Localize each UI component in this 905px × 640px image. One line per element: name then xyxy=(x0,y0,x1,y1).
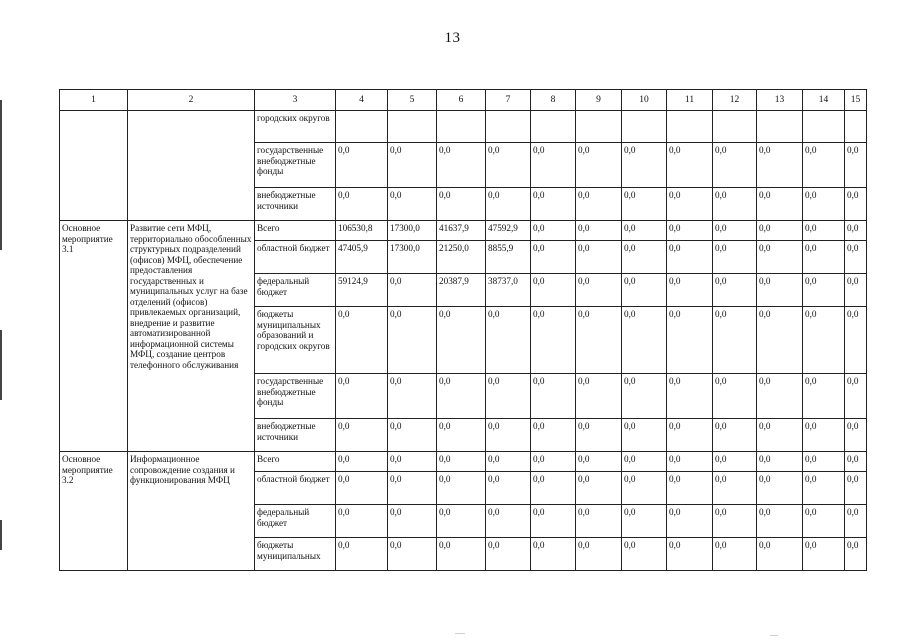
amount-cell: 0,0 xyxy=(757,374,803,419)
amount-cell xyxy=(713,111,757,143)
amount-cell: 0,0 xyxy=(845,241,867,274)
amount-cell: 0,0 xyxy=(336,472,388,505)
amount-cell: 0,0 xyxy=(845,143,867,188)
amount-cell: 0,0 xyxy=(803,307,845,374)
amount-cell xyxy=(531,111,576,143)
amount-cell: 0,0 xyxy=(576,221,622,241)
amount-cell: 0,0 xyxy=(667,274,713,307)
amount-cell: 17300,0 xyxy=(388,221,437,241)
amount-cell: 0,0 xyxy=(757,274,803,307)
funding-source-cell: федеральный бюджет xyxy=(255,505,336,538)
scan-artifact-line xyxy=(455,633,465,634)
amount-cell: 0,0 xyxy=(388,419,437,452)
amount-cell: 0,0 xyxy=(845,472,867,505)
amount-cell: 0,0 xyxy=(845,538,867,571)
amount-cell: 47592,9 xyxy=(486,221,531,241)
column-number-cell: 10 xyxy=(622,90,667,111)
funding-source-cell: внебюджетные источники xyxy=(255,419,336,452)
amount-cell: 20387,9 xyxy=(437,274,486,307)
amount-cell: 0,0 xyxy=(713,374,757,419)
amount-cell: 0,0 xyxy=(757,452,803,472)
amount-cell: 0,0 xyxy=(757,538,803,571)
scan-edge-mark xyxy=(0,100,2,250)
amount-cell: 59124,9 xyxy=(336,274,388,307)
amount-cell: 0,0 xyxy=(803,143,845,188)
amount-cell: 0,0 xyxy=(667,188,713,221)
amount-cell: 0,0 xyxy=(713,274,757,307)
amount-cell: 0,0 xyxy=(757,188,803,221)
amount-cell xyxy=(336,111,388,143)
amount-cell: 0,0 xyxy=(576,274,622,307)
amount-cell: 0,0 xyxy=(803,419,845,452)
funding-source-cell: Всего xyxy=(255,452,336,472)
amount-cell: 0,0 xyxy=(531,307,576,374)
amount-cell: 0,0 xyxy=(803,538,845,571)
amount-cell: 0,0 xyxy=(803,221,845,241)
measure-description-cell xyxy=(128,111,255,221)
amount-cell: 0,0 xyxy=(437,143,486,188)
amount-cell: 0,0 xyxy=(803,472,845,505)
amount-cell: 0,0 xyxy=(576,143,622,188)
column-number-cell: 8 xyxy=(531,90,576,111)
amount-cell: 0,0 xyxy=(757,472,803,505)
funding-source-cell: внебюджетные источники xyxy=(255,188,336,221)
amount-cell: 41637,9 xyxy=(437,221,486,241)
amount-cell: 0,0 xyxy=(437,538,486,571)
amount-cell: 8855,9 xyxy=(486,241,531,274)
amount-cell: 0,0 xyxy=(713,307,757,374)
amount-cell: 0,0 xyxy=(336,143,388,188)
measure-cell: Основное мероприятие 3.2 xyxy=(60,452,128,571)
amount-cell: 0,0 xyxy=(576,419,622,452)
funding-source-cell: городских округов xyxy=(255,111,336,143)
amount-cell: 0,0 xyxy=(576,307,622,374)
amount-cell: 0,0 xyxy=(667,538,713,571)
amount-cell xyxy=(845,111,867,143)
amount-cell: 0,0 xyxy=(486,143,531,188)
amount-cell: 0,0 xyxy=(531,538,576,571)
amount-cell: 0,0 xyxy=(622,419,667,452)
amount-cell: 0,0 xyxy=(845,419,867,452)
amount-cell: 0,0 xyxy=(622,538,667,571)
table-row xyxy=(60,452,867,472)
amount-cell: 0,0 xyxy=(486,419,531,452)
header-row xyxy=(60,90,867,111)
amount-cell: 0,0 xyxy=(622,188,667,221)
amount-cell: 0,0 xyxy=(667,241,713,274)
amount-cell: 0,0 xyxy=(713,241,757,274)
amount-cell: 0,0 xyxy=(486,307,531,374)
amount-cell: 0,0 xyxy=(388,538,437,571)
amount-cell: 17300,0 xyxy=(388,241,437,274)
amount-cell: 0,0 xyxy=(803,374,845,419)
amount-cell: 0,0 xyxy=(486,188,531,221)
measure-description-cell: Развитие сети МФЦ, территориально обособленных структурных подразделений (офисов) МФЦ, обеспечение предоставления государственных и муниципальных услуг на базе отделений (офисов) привлекаемых организаций, внедрение и развитие автоматизированной информационной системы МФЦ, создание центров телефонного обслуживания xyxy=(128,221,255,452)
amount-cell: 0,0 xyxy=(803,505,845,538)
column-number-cell: 9 xyxy=(576,90,622,111)
amount-cell: 0,0 xyxy=(622,143,667,188)
amount-cell xyxy=(757,111,803,143)
amount-cell: 0,0 xyxy=(757,241,803,274)
column-number-cell: 5 xyxy=(388,90,437,111)
amount-cell xyxy=(622,111,667,143)
page-number: 13 xyxy=(444,30,461,46)
measure-cell xyxy=(60,111,128,221)
amount-cell: 0,0 xyxy=(486,505,531,538)
table-row xyxy=(60,221,867,241)
amount-cell: 0,0 xyxy=(388,143,437,188)
amount-cell: 0,0 xyxy=(622,241,667,274)
measure-cell: Основное мероприятие 3.1 xyxy=(60,221,128,452)
amount-cell: 0,0 xyxy=(803,274,845,307)
amount-cell: 0,0 xyxy=(622,505,667,538)
amount-cell xyxy=(486,111,531,143)
amount-cell: 0,0 xyxy=(667,221,713,241)
amount-cell xyxy=(388,111,437,143)
amount-cell: 0,0 xyxy=(713,188,757,221)
amount-cell: 0,0 xyxy=(336,419,388,452)
column-number-cell: 3 xyxy=(255,90,336,111)
amount-cell: 0,0 xyxy=(437,374,486,419)
amount-cell: 0,0 xyxy=(531,188,576,221)
column-number-cell: 11 xyxy=(667,90,713,111)
amount-cell: 0,0 xyxy=(576,538,622,571)
funding-source-cell: областной бюджет xyxy=(255,472,336,505)
amount-cell: 0,0 xyxy=(576,472,622,505)
amount-cell: 106530,8 xyxy=(336,221,388,241)
amount-cell: 0,0 xyxy=(388,188,437,221)
amount-cell: 0,0 xyxy=(531,143,576,188)
amount-cell: 0,0 xyxy=(531,505,576,538)
funding-source-cell: федеральный бюджет xyxy=(255,274,336,307)
amount-cell: 0,0 xyxy=(388,472,437,505)
column-number-cell: 2 xyxy=(128,90,255,111)
amount-cell: 0,0 xyxy=(437,505,486,538)
amount-cell: 0,0 xyxy=(486,472,531,505)
amount-cell: 0,0 xyxy=(622,307,667,374)
amount-cell: 0,0 xyxy=(486,374,531,419)
amount-cell: 0,0 xyxy=(757,419,803,452)
amount-cell: 0,0 xyxy=(486,452,531,472)
amount-cell: 0,0 xyxy=(845,274,867,307)
funding-source-cell: Всего xyxy=(255,221,336,241)
amount-cell: 0,0 xyxy=(803,188,845,221)
amount-cell xyxy=(803,111,845,143)
measure-description-cell: Информационное сопровождение создания и функционирования МФЦ xyxy=(128,452,255,571)
amount-cell: 0,0 xyxy=(713,538,757,571)
amount-cell: 0,0 xyxy=(845,188,867,221)
amount-cell: 0,0 xyxy=(437,452,486,472)
amount-cell: 0,0 xyxy=(336,452,388,472)
column-number-cell: 6 xyxy=(437,90,486,111)
amount-cell: 0,0 xyxy=(622,221,667,241)
amount-cell: 47405,9 xyxy=(336,241,388,274)
amount-cell: 0,0 xyxy=(437,307,486,374)
funding-source-cell: областной бюджет xyxy=(255,241,336,274)
amount-cell: 0,0 xyxy=(667,143,713,188)
funding-source-cell: государственные внебюджетные фонды xyxy=(255,143,336,188)
amount-cell: 0,0 xyxy=(757,221,803,241)
amount-cell: 0,0 xyxy=(388,374,437,419)
amount-cell: 0,0 xyxy=(667,374,713,419)
column-number-cell: 1 xyxy=(60,90,128,111)
amount-cell: 0,0 xyxy=(388,505,437,538)
scan-edge-mark xyxy=(0,520,2,550)
amount-cell: 0,0 xyxy=(437,419,486,452)
amount-cell: 0,0 xyxy=(531,472,576,505)
amount-cell: 0,0 xyxy=(437,472,486,505)
amount-cell: 0,0 xyxy=(667,472,713,505)
amount-cell: 0,0 xyxy=(713,472,757,505)
column-number-cell: 15 xyxy=(845,90,867,111)
amount-cell: 0,0 xyxy=(336,538,388,571)
amount-cell xyxy=(437,111,486,143)
amount-cell: 0,0 xyxy=(845,221,867,241)
amount-cell: 0,0 xyxy=(845,374,867,419)
column-number-cell: 13 xyxy=(757,90,803,111)
amount-cell: 0,0 xyxy=(531,274,576,307)
amount-cell: 0,0 xyxy=(713,419,757,452)
amount-cell: 0,0 xyxy=(531,241,576,274)
amount-cell: 38737,0 xyxy=(486,274,531,307)
column-number-cell: 7 xyxy=(486,90,531,111)
amount-cell: 0,0 xyxy=(845,505,867,538)
amount-cell: 0,0 xyxy=(757,505,803,538)
column-number-cell: 14 xyxy=(803,90,845,111)
amount-cell: 0,0 xyxy=(576,505,622,538)
amount-cell: 0,0 xyxy=(622,472,667,505)
amount-cell: 0,0 xyxy=(622,374,667,419)
amount-cell: 0,0 xyxy=(388,274,437,307)
amount-cell: 21250,0 xyxy=(437,241,486,274)
amount-cell: 0,0 xyxy=(757,143,803,188)
amount-cell: 0,0 xyxy=(336,505,388,538)
amount-cell: 0,0 xyxy=(713,452,757,472)
amount-cell: 0,0 xyxy=(576,452,622,472)
amount-cell: 0,0 xyxy=(336,307,388,374)
funding-source-cell: бюджеты муниципальных образований и городских округов xyxy=(255,307,336,374)
table-row xyxy=(60,111,867,143)
amount-cell: 0,0 xyxy=(576,188,622,221)
amount-cell: 0,0 xyxy=(437,188,486,221)
amount-cell: 0,0 xyxy=(576,374,622,419)
funding-source-cell: бюджеты муниципальных xyxy=(255,538,336,571)
amount-cell: 0,0 xyxy=(713,505,757,538)
amount-cell: 0,0 xyxy=(757,307,803,374)
amount-cell: 0,0 xyxy=(803,241,845,274)
column-number-cell: 12 xyxy=(713,90,757,111)
budget-table xyxy=(59,89,867,571)
amount-cell xyxy=(667,111,713,143)
amount-cell: 0,0 xyxy=(667,452,713,472)
amount-cell: 0,0 xyxy=(845,307,867,374)
column-number-cell: 4 xyxy=(336,90,388,111)
amount-cell: 0,0 xyxy=(576,241,622,274)
amount-cell: 0,0 xyxy=(531,221,576,241)
funding-source-cell: государственные внебюджетные фонды xyxy=(255,374,336,419)
amount-cell: 0,0 xyxy=(667,307,713,374)
scan-edge-mark xyxy=(0,330,2,400)
amount-cell: 0,0 xyxy=(388,452,437,472)
amount-cell: 0,0 xyxy=(803,452,845,472)
amount-cell: 0,0 xyxy=(531,419,576,452)
amount-cell: 0,0 xyxy=(531,452,576,472)
amount-cell: 0,0 xyxy=(713,221,757,241)
amount-cell: 0,0 xyxy=(713,143,757,188)
amount-cell: 0,0 xyxy=(622,274,667,307)
amount-cell: 0,0 xyxy=(667,419,713,452)
amount-cell: 0,0 xyxy=(336,188,388,221)
amount-cell: 0,0 xyxy=(845,452,867,472)
amount-cell: 0,0 xyxy=(667,505,713,538)
amount-cell: 0,0 xyxy=(531,374,576,419)
amount-cell: 0,0 xyxy=(486,538,531,571)
amount-cell xyxy=(576,111,622,143)
amount-cell: 0,0 xyxy=(622,452,667,472)
scan-artifact-line xyxy=(770,635,778,636)
amount-cell: 0,0 xyxy=(388,307,437,374)
amount-cell: 0,0 xyxy=(336,374,388,419)
